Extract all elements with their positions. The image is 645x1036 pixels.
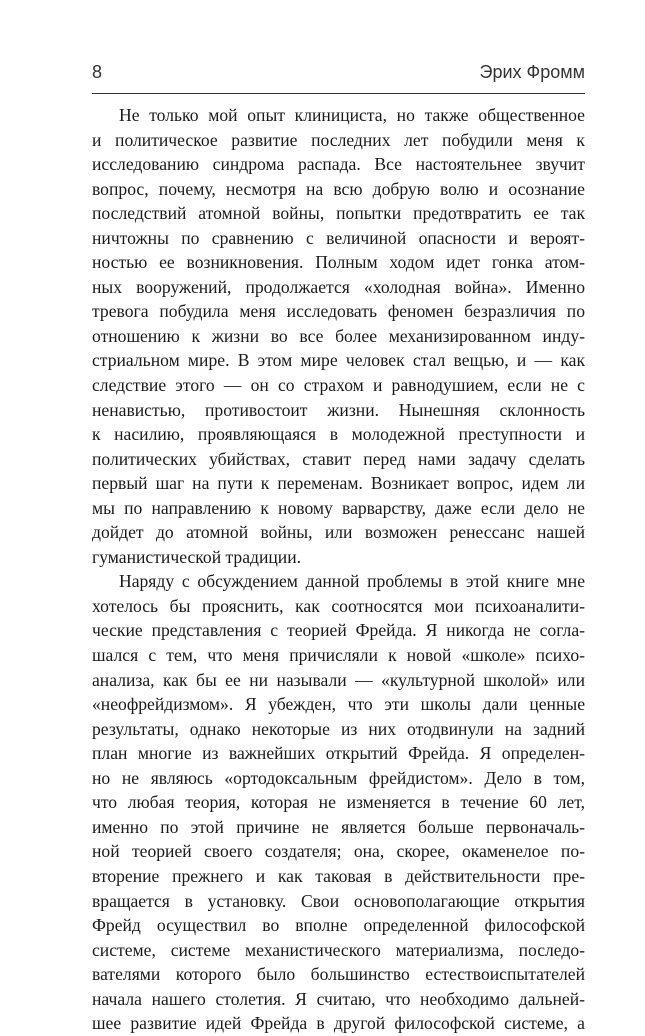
text-line: Наряду с обсуждением данной проблемы в этой книге мне xyxy=(119,571,585,592)
text-line: вателями которого было большинство естествоиспытателей xyxy=(92,964,585,985)
text-line: ничтожны по сравнению с величиной опасности и вероят- xyxy=(92,227,585,248)
text-line: последствий атомной войны, попытки предотвратить ее так xyxy=(92,203,585,224)
text-line: результаты, однако некоторые из них отодвинули на задний xyxy=(92,718,585,739)
text-line: ческие представления с теорией Фрейда. Я никогда не согла- xyxy=(92,620,585,641)
text-line: стриальном мире. В этом мире человек стал вещью, и — как xyxy=(92,350,585,371)
text-line: начала нашего столетия. Я считаю, что необходимо дальней- xyxy=(92,988,585,1009)
paragraph-2 xyxy=(92,569,585,1035)
text-line: ностью ее возникновения. Полным ходом идет гонка атом- xyxy=(92,252,585,273)
text-line: Фрейд осуществил во вполне определенной философской xyxy=(92,915,585,936)
text-line: исследованию синдрома распада. Все настоятельнее звучит xyxy=(92,154,585,175)
text-line: «неофрейдизмом». Я убежден, что эти школы дали ценные xyxy=(92,694,585,715)
text-line: что любая теория, которая не изменяется в течение 60 лет, xyxy=(92,792,585,813)
text-line: ненавистью, противостоит жизни. Нынешняя склонность xyxy=(92,399,585,420)
text-line: дойдет до атомной войны, или возможен ренессанс нашей xyxy=(92,522,585,543)
text-line: мы по направлению к новому варварству, даже если дело не xyxy=(92,497,585,518)
text-line: и политическое развитие последних лет побудили меня к xyxy=(92,129,585,150)
text-line: ной теорией своего создателя; она, скорее, окаменелое по- xyxy=(92,841,585,862)
page-number: 8 xyxy=(92,62,103,82)
running-head xyxy=(92,62,585,92)
text-line: ных вооружений, продолжается «холодная война». Именно xyxy=(92,276,585,297)
header-rule xyxy=(92,93,585,94)
text-line: тревога побудила меня исследовать феномен безразличия по xyxy=(92,301,585,322)
text-line: анализа, как бы ее ни называли — «культурной школой» или xyxy=(92,669,585,690)
paragraph-1 xyxy=(92,103,585,569)
text-line: вторение прежнего и как таковая в действительности пре- xyxy=(92,865,585,886)
text-line: Не только мой опыт клинициста, но также общественное xyxy=(119,105,585,125)
text-line: но не являюсь «ортодоксальным фрейдистом». Дело в том, xyxy=(92,767,585,788)
text-line: следствие этого — он со страхом и равнодушием, если не с xyxy=(92,375,585,396)
text-line: вращается в установку. Свои основополагающие открытия xyxy=(92,890,585,911)
text-line: к насилию, проявляющаяся в молодежной преступности и xyxy=(92,424,585,445)
text-line: отношению к жизни во все более механизированном инду- xyxy=(92,325,585,346)
text-line: системе, системе механистического материализма, последо- xyxy=(92,939,585,960)
text-line: именно по этой причине не является больше первоначаль- xyxy=(92,816,585,837)
body-text xyxy=(92,103,585,1036)
running-head-author: Эрих Фромм xyxy=(479,62,585,82)
text-line: первый шаг на пути к переменам. Возникает вопрос, идем ли xyxy=(92,473,585,494)
text-line: вопрос, почему, несмотря на всю добрую волю и осознание xyxy=(92,178,585,199)
text-line: шее развитие идей Фрейда в другой философской системе, а xyxy=(92,1013,585,1034)
text-line: хотелось бы прояснить, как соотносятся мои психоаналити- xyxy=(92,595,585,616)
text-line: шался с тем, что меня причисляли к новой «школе» психо- xyxy=(92,645,585,666)
text-line: план многие из важнейших открытий Фрейда. Я определен- xyxy=(92,743,585,764)
text-line: гуманистической традиции. xyxy=(92,546,302,567)
text-line: политических убийствах, ставит перед нами задачу сделать xyxy=(92,448,585,469)
